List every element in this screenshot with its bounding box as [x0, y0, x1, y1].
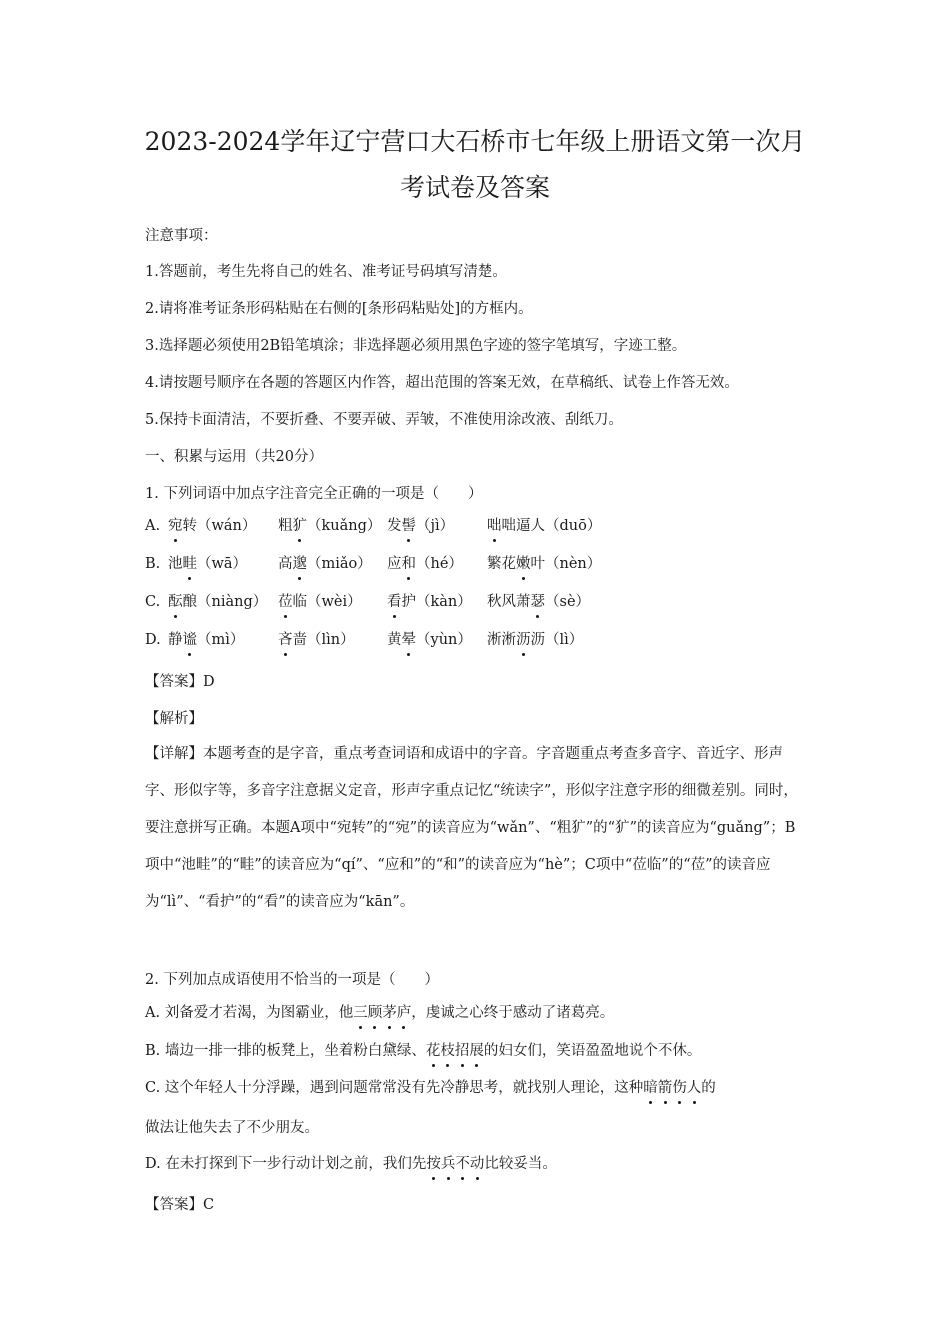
dotted-char: 嫩 [516, 556, 531, 572]
question-2-option-b: B. 墙边一排一排的板凳上，坐着粉白黛绿、花枝招展的妇女们，笑语盈盈地说个不休。 [145, 1043, 702, 1059]
option-word: 应和（hé） [387, 556, 463, 572]
question-1-answer: 【答案】D [145, 674, 215, 690]
notice-item-2: 2.请将准考证条形码粘贴在右侧的[条形码粘贴处]的方框内。 [145, 301, 533, 317]
question-1-option-a [145, 516, 805, 538]
question-2-option-d: D. 在未打探到下一步行动计划之前，我们先按兵不动比较妥当。 [145, 1156, 557, 1172]
dotted-char: 人 [686, 1080, 702, 1096]
dotted-idiom [353, 1005, 411, 1021]
section-heading: 一、积累与运用（共20分） [145, 449, 323, 465]
dotted-char: 瑟 [530, 594, 545, 610]
title-line-1: 2023-2024学年辽宁营口大石桥市七年级上册语文第一次月 [144, 127, 806, 156]
option-label: B. [145, 556, 161, 572]
option-word: 池畦（wā） [168, 556, 248, 572]
option-label: C. [145, 594, 161, 610]
dotted-char: 箭 [657, 1080, 673, 1096]
dotted-char: 宛 [168, 518, 183, 534]
option-word: 吝啬（lìn） [278, 632, 355, 648]
option-word: 粗犷（kuǎng） [278, 518, 382, 534]
dotted-char: 酝 [168, 594, 183, 610]
dotted-char: 莅 [278, 594, 293, 610]
dotted-char: 犷 [292, 518, 307, 534]
option-label: A. [145, 518, 161, 534]
dotted-char: 三 [353, 1005, 368, 1021]
title-line-2: 考试卷及答案 [399, 173, 550, 202]
dotted-char: 动 [469, 1156, 485, 1172]
notice-item-3: 3.选择题必须使用2B铅笔填涂；非选择题必须用黑色字迹的签字笔填写，字迹工整。 [145, 338, 687, 354]
question-1-stem: 1. 下列词语中加点字注音完全正确的一项是（ ） [145, 486, 483, 502]
option-word: 繁花嫩叶（nèn） [487, 556, 602, 572]
dotted-char: 咄 [487, 518, 502, 534]
dotted-char: 兵 [440, 1156, 456, 1172]
dotted-char: 沥 [516, 632, 531, 648]
dotted-idiom [426, 1156, 484, 1172]
question-1-option-b [145, 554, 805, 576]
option-word: 看护（kàn） [387, 594, 472, 610]
notice-item-5: 5.保持卡面清洁，不要折叠、不要弄破、弄皱，不准使用涂改液、刮纸刀。 [145, 412, 623, 428]
question-2-option-a: A. 刘备爱才若渴，为图霸业，他三顾茅庐，虔诚之心终于感动了诸葛亮。 [145, 1005, 615, 1021]
dotted-char: 吝 [278, 632, 293, 648]
dotted-char: 茅 [382, 1005, 397, 1021]
option-word: 秋风萧瑟（sè） [487, 594, 591, 610]
question-2-option-c-continued: 做法让他失去了不少朋友。 [145, 1120, 319, 1136]
notice-item-4: 4.请按题号顺序在各题的答题区内作答，超出范围的答案无效，在草稿纸、试卷上作答无效。 [145, 375, 739, 391]
dotted-char: 谧 [182, 632, 197, 648]
dotted-char: 邈 [292, 556, 307, 572]
option-word: 黄晕（yùn） [387, 632, 472, 648]
dotted-char: 晕 [401, 632, 416, 648]
option-word: 咄咄逼人（duō） [487, 518, 602, 534]
option-word: 高邈（miǎo） [278, 556, 372, 572]
dotted-idiom [426, 1043, 484, 1059]
notice-heading: 注意事项： [145, 228, 218, 244]
question-1-detail: 【详解】本题考查的是字音，重点考查词语和成语中的字音。字音题重点考查多音字、音近字、形声字、形似字等，多音字注意据义定音，形声字重点记忆“统读字”，形似字注意字形的细微差别。同时，要注意拼写正确。本题A项中“宛转”的“宛”的读音应为“wǎn”、“粗犷”的“犷”的读音应为“guǎng”；B项中“池畦”的“畦”的读音应为“qí”、“应和”的“和”的读音应为“hè”；C项中“莅临”的“莅”的读音应为“lì”、“看护”的“看”的读音应为“kān”。 [145, 746, 798, 910]
question-1-option-d [145, 630, 805, 652]
dotted-char: 看 [387, 594, 402, 610]
option-word: 静谧（mì） [168, 632, 245, 648]
question-1-analysis-heading: 【解析】 [145, 711, 203, 727]
dotted-char: 髻 [401, 518, 416, 534]
option-word: 宛转（wán） [168, 518, 257, 534]
option-word: 发髻（jì） [387, 518, 455, 534]
dotted-char: 伤 [672, 1080, 687, 1096]
dotted-char: 展 [469, 1043, 484, 1059]
dotted-char: 庐 [396, 1005, 412, 1021]
notice-item-1: 1.答题前，考生先将自己的姓名、准考证号码填写清楚。 [145, 264, 507, 280]
question-2-answer: 【答案】C [145, 1197, 215, 1213]
option-word: 淅淅沥沥（lì） [487, 632, 584, 648]
option-word: 酝酿（niàng） [168, 594, 268, 610]
dotted-char: 暗 [643, 1080, 658, 1096]
dotted-char: 按 [426, 1156, 441, 1172]
question-2-option-c: C. 这个年轻人十分浮躁，遇到问题常常没有先冷静思考，就找别人理论，这种暗箭伤人的 [145, 1080, 716, 1096]
question-2-stem: 2. 下列加点成语使用不恰当的一项是（ ） [145, 972, 439, 988]
option-word: 莅临（wèi） [278, 594, 362, 610]
dotted-char: 不 [455, 1156, 470, 1172]
dotted-char: 顾 [367, 1005, 383, 1021]
dotted-idiom [643, 1080, 701, 1096]
dotted-char: 枝 [440, 1043, 455, 1059]
dotted-char: 畦 [182, 556, 197, 572]
question-1-option-c [145, 592, 805, 614]
dotted-char: 花 [425, 1043, 441, 1059]
option-label: D. [145, 632, 161, 648]
dotted-char: 和 [401, 556, 416, 572]
dotted-char: 招 [454, 1043, 470, 1059]
